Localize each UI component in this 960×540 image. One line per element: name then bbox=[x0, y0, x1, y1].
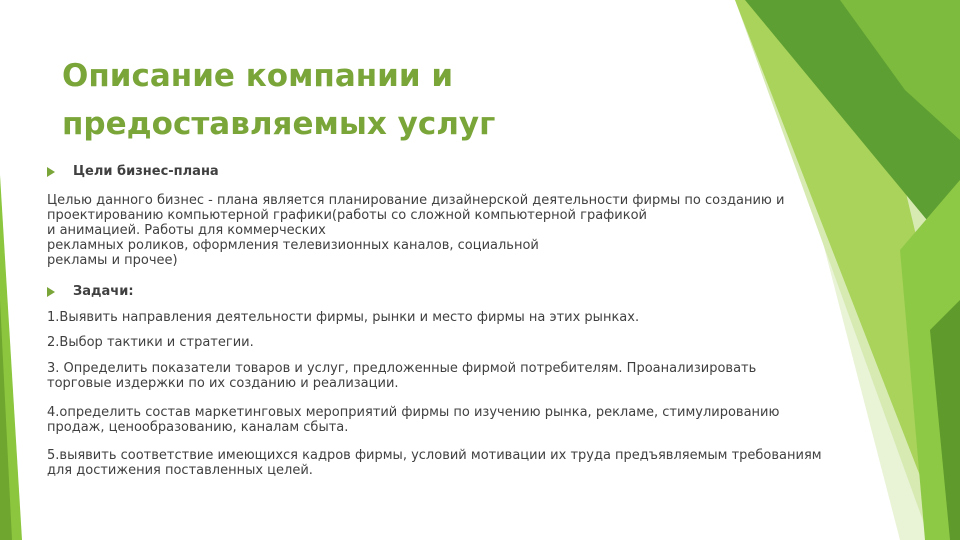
task-item: 3. Определить показатели товаров и услуг, предложенные фирмой потребителям. Проанализировать торговые издержки по их созданию и реализации. bbox=[47, 361, 757, 391]
tasks-heading: Задачи: bbox=[73, 284, 134, 299]
slide-title: Описание компании и предоставляемых услуг bbox=[62, 58, 496, 142]
goals-heading: Цели бизнес-плана bbox=[73, 164, 219, 179]
bullet-arrow-icon bbox=[47, 287, 55, 297]
goals-bullet bbox=[47, 164, 219, 179]
task-item: 1.Выявить направления деятельности фирмы, рынки и место фирмы на этих рынках. bbox=[47, 310, 640, 325]
task-item: 5.выявить соответствие имеющихся кадров фирмы, условий мотивации их труда предъявляемым требованиям для достижения поставленных целей. bbox=[47, 448, 822, 478]
task-item: 2.Выбор тактики и стратегии. bbox=[47, 335, 254, 350]
tasks-bullet bbox=[47, 284, 134, 299]
goals-text: Целью данного бизнес - плана является планирование дизайнерской деятельности фирмы по созданию и проектированию компьютерной графики(работы со сложной компьютерной графикой и анимацией. Работы для коммерческих рекламных роликов, оформления телевизионных каналов, социальной рекламы и прочее) bbox=[47, 193, 785, 268]
bullet-arrow-icon bbox=[47, 167, 55, 177]
task-item: 4.определить состав маркетинговых мероприятий фирмы по изучению рынка, рекламе, стимулированию продаж, ценообразованию, каналам сбыта. bbox=[47, 405, 780, 435]
